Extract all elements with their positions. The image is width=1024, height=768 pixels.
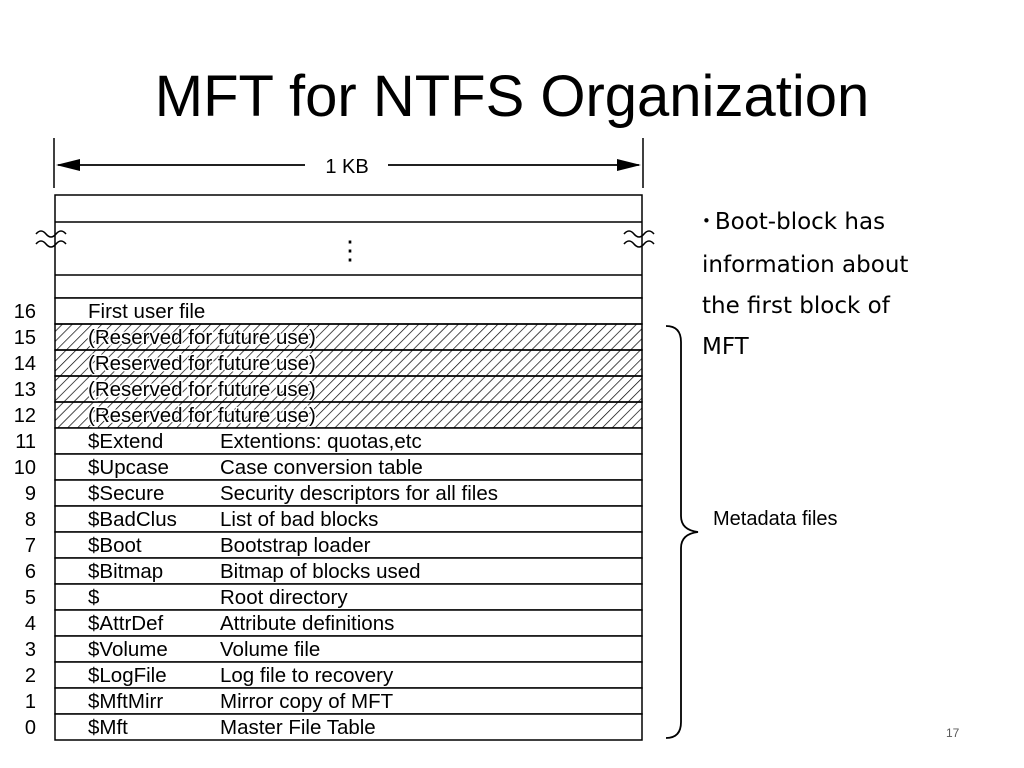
mft-row (25, 714, 642, 740)
row-file-name: (Reserved for future use) (88, 404, 316, 427)
mft-row (14, 454, 642, 480)
row-file-name: First user file (88, 300, 206, 323)
row-number: 15 (13, 327, 36, 349)
row-file-name: $Volume (88, 638, 168, 661)
row-file-name: $BadClus (88, 508, 177, 531)
row-cell (55, 584, 642, 610)
row-description: Log file to recovery (220, 664, 394, 687)
row-description: Case conversion table (220, 456, 423, 479)
row-number: 2 (24, 665, 36, 687)
mft-row (14, 350, 642, 376)
mft-row (25, 636, 642, 662)
row-number: 8 (24, 509, 36, 531)
row-file-name: $MftMirr (88, 690, 164, 713)
row-file-name: $AttrDef (88, 612, 164, 635)
break-mark-right (624, 231, 654, 247)
row-number: 6 (24, 561, 36, 583)
row-number: 7 (24, 535, 36, 557)
break-mark-left (36, 231, 66, 247)
metadata-files-label: Metadata files (713, 508, 838, 530)
mft-row (14, 298, 642, 324)
right-arrowhead (617, 159, 641, 171)
row-number: 16 (13, 301, 36, 323)
row-description: Security descriptors for all files (220, 482, 498, 505)
row-description: Extentions: quotas,etc (220, 430, 422, 453)
row-description: Attribute definitions (220, 612, 395, 635)
row-description: Bootstrap loader (220, 534, 371, 557)
mft-row (25, 480, 642, 506)
mft-row (14, 402, 642, 428)
row-number: 4 (24, 613, 36, 635)
row-description: Root directory (220, 586, 348, 609)
row-file-name: $Upcase (88, 456, 169, 479)
row-file-name: $Secure (88, 482, 165, 505)
row-file-name: (Reserved for future use) (88, 378, 316, 401)
row-number: 0 (24, 717, 36, 739)
row-description: List of bad blocks (220, 508, 379, 531)
ellipsis-vertical: ⋮ (337, 235, 363, 265)
bullet-note (702, 202, 942, 368)
mft-row (25, 558, 642, 584)
mft-rows (14, 298, 642, 740)
row-file-name: (Reserved for future use) (88, 352, 316, 375)
metadata-brace (666, 326, 698, 738)
width-dimension (54, 138, 643, 188)
row-number: 1 (24, 691, 36, 713)
row-description: Mirror copy of MFT (220, 690, 394, 713)
row-number: 3 (24, 639, 36, 661)
mft-row (14, 324, 642, 350)
row-file-name: $LogFile (88, 664, 167, 687)
mft-row (15, 428, 642, 454)
row-file-name: $ (88, 586, 100, 609)
row-file-name: $Bitmap (88, 560, 164, 583)
row-description: Volume file (220, 638, 321, 661)
mft-row (25, 610, 642, 636)
row-number: 9 (24, 483, 36, 505)
mft-row (14, 376, 642, 402)
row-number: 10 (13, 457, 36, 479)
mft-row (25, 662, 642, 688)
row-description: Master File Table (220, 716, 376, 739)
mft-row (25, 532, 642, 558)
slide-number: 17 (946, 726, 960, 740)
row-file-name: $Mft (88, 716, 128, 739)
mft-row (25, 506, 642, 532)
slide-title: MFT for NTFS Organization (154, 64, 870, 129)
width-label: 1 KB (325, 156, 369, 178)
mft-row (25, 584, 642, 610)
row-file-name: $Boot (88, 534, 142, 557)
row-description: Bitmap of blocks used (220, 560, 421, 583)
bullet-marker: • (702, 212, 711, 230)
row-file-name: (Reserved for future use) (88, 326, 316, 349)
bullet-text: Boot-block has information about the first block of MFT (702, 209, 909, 360)
row-number: 11 (15, 431, 36, 453)
row-number: 14 (13, 353, 36, 375)
row-number: 5 (24, 587, 36, 609)
left-arrowhead (56, 159, 80, 171)
row-file-name: $Extend (88, 430, 164, 453)
mft-row (25, 688, 642, 714)
mft-top-section (36, 195, 654, 298)
row-number: 12 (13, 405, 36, 427)
row-number: 13 (13, 379, 36, 401)
